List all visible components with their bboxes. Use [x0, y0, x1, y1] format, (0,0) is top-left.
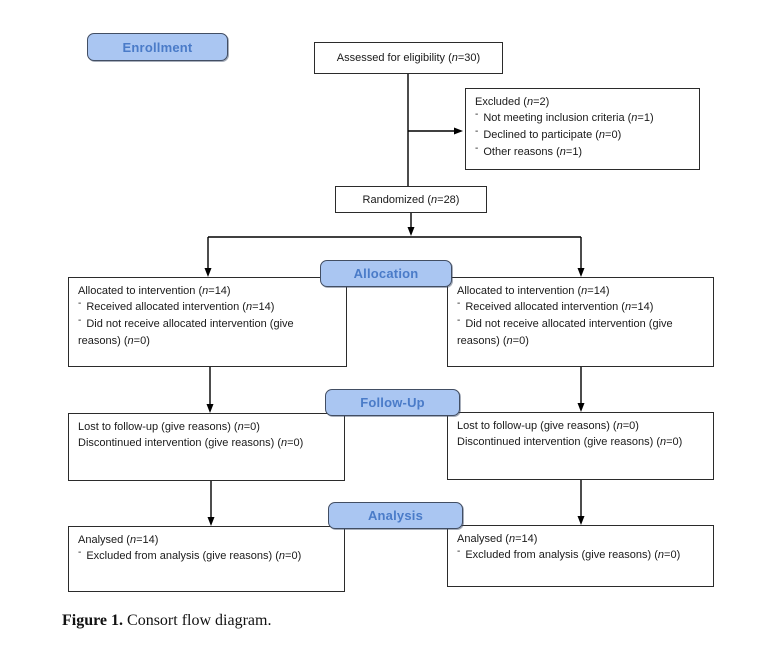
box-analysis-left: Analysed (n=14) - Excluded from analysis (give reasons) (n=0): [68, 526, 345, 592]
box-assessed-eligibility: Assessed for eligibility (n=30): [314, 42, 503, 74]
box-followup-right: Lost to follow-up (give reasons) (n=0) Discontinued intervention (give reasons) (n=0): [447, 412, 714, 480]
box-followup-left: Lost to follow-up (give reasons) (n=0) Discontinued intervention (give reasons) (n=0): [68, 413, 345, 481]
figure-caption: [62, 612, 271, 630]
phase-label-enrollment: Enrollment: [87, 33, 228, 61]
box-analysis-right: Analysed (n=14) - Excluded from analysis (give reasons) (n=0): [447, 525, 714, 587]
phase-label-followup: Follow-Up: [325, 389, 460, 416]
figure-caption-text: Consort flow diagram.: [123, 612, 272, 629]
phase-label-analysis: Analysis: [328, 502, 463, 529]
box-excluded: Excluded (n=2) - Not meeting inclusion criteria (n=1) - Declined to participate (n=0) - Other reasons (n=1): [465, 88, 700, 170]
phase-label-allocation: Allocation: [320, 260, 452, 287]
box-allocation-right: Allocated to intervention (n=14) - Received allocated intervention (n=14) - Did not receive allocated intervention (give reasons) (n=0): [447, 277, 714, 367]
box-randomized: Randomized (n=28): [335, 186, 487, 213]
box-allocation-left: Allocated to intervention (n=14) - Received allocated intervention (n=14) - Did not receive allocated intervention (give reasons) (n=0): [68, 277, 347, 367]
figure-caption-label: Figure 1.: [62, 612, 124, 629]
